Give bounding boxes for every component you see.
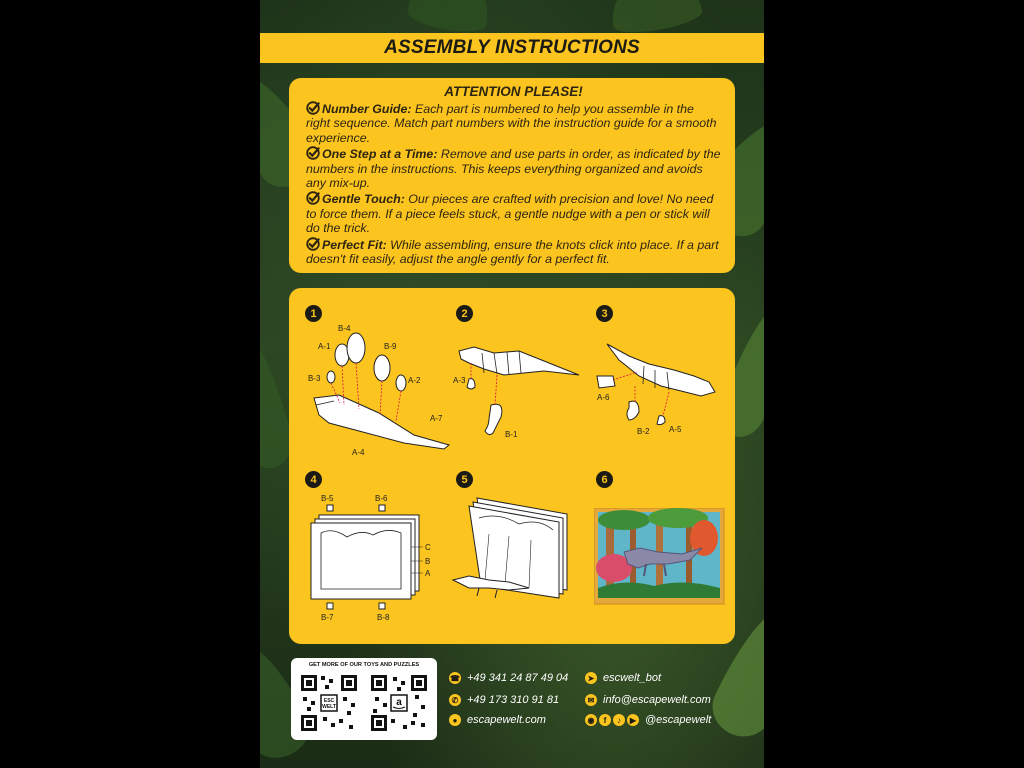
part-b4-fin: [347, 333, 365, 363]
part-a5-leg: [657, 416, 665, 425]
step-4-illustration: [303, 493, 443, 623]
part-label: B-4: [338, 324, 351, 333]
part-b3-fin: [327, 371, 335, 383]
tiktok-icon: ♪: [613, 714, 625, 726]
step-3-illustration: [589, 336, 729, 451]
guide-item-text: Each part is numbered to help you assemble in the right sequence. Match part numbers with the instruction guide for a smooth experience.: [306, 102, 717, 145]
check-circle-icon: [306, 191, 320, 205]
email-icon: ✉: [585, 694, 597, 706]
guide-item-one-step: [306, 146, 721, 190]
svg-text:WELT: WELT: [322, 704, 336, 710]
step-number-5: 5: [456, 471, 473, 488]
step-5-illustration: [449, 488, 589, 618]
check-circle-icon: [306, 237, 320, 251]
part-label: B-9: [384, 342, 397, 351]
check-circle-icon: [306, 101, 320, 115]
step-6-finished-diorama: [594, 508, 726, 606]
step-number-2: 2: [456, 305, 473, 322]
header-bar: [260, 33, 764, 63]
part-label: A-5: [669, 425, 682, 434]
guide-item-text: Remove and use parts in order, as indicated by the numbers in the instructions. This keeps everything organized and avoids any mix-up.: [306, 147, 721, 191]
guide-item-number-guide: [306, 101, 721, 145]
guide-item-label: Number Guide:: [322, 102, 412, 116]
contact-text: +49 173 310 91 81: [467, 694, 560, 706]
contact-email[interactable]: [585, 693, 711, 707]
step-number-1: 1: [305, 305, 322, 322]
globe-icon: ●: [449, 714, 461, 726]
contact-text: @escapewelt: [645, 714, 712, 726]
part-label: A-2: [408, 376, 421, 385]
contact-text: escapewelt.com: [467, 714, 546, 726]
contact-website[interactable]: [449, 713, 546, 727]
qr-title: GET MORE OF OUR TOYS AND PUZZLES: [308, 662, 420, 668]
whatsapp-icon: ✆: [449, 694, 461, 706]
part-b9-fin: [374, 355, 390, 381]
contact-social[interactable]: [585, 713, 711, 727]
telegram-icon: ➤: [585, 672, 597, 684]
part-label: B-7: [321, 613, 334, 622]
step-number-4: 4: [305, 471, 322, 488]
guide-item-label: One Step at a Time:: [322, 147, 438, 162]
step-number-3: 3: [596, 305, 613, 322]
guide-item-text: Our pieces are crafted with precision and love! No need to force them. If a piece feels stuck, a gentle nudge with a pen or stick will do the trick.: [306, 192, 714, 236]
facebook-icon: f: [599, 714, 611, 726]
contact-text: info@escapewelt.com: [603, 694, 711, 706]
part-b6-clip: [379, 505, 385, 511]
part-label: C: [425, 543, 431, 552]
part-label: A-7: [430, 414, 443, 423]
contact-telegram[interactable]: [585, 671, 661, 685]
qr-code-amazon[interactable]: [369, 673, 429, 733]
part-label: B-6: [375, 494, 388, 503]
contact-phone-1[interactable]: [449, 671, 568, 685]
guide-item-gentle-touch: [306, 191, 721, 235]
step-1-illustration: [304, 323, 454, 458]
part-label: A-4: [352, 448, 365, 457]
guide-item-text: While assembling, ensure the knots click into place. If a part doesn't fit easily, adjust the angle gently for a perfect fit.: [306, 237, 719, 267]
youtube-icon: ▶: [627, 714, 639, 726]
contact-text: +49 341 24 87 49 04: [467, 672, 569, 684]
part-label: B-3: [308, 374, 321, 383]
part-a3-leg: [467, 379, 475, 389]
part-label: A-1: [318, 342, 331, 351]
steps-panel: [289, 288, 735, 644]
step-2-illustration: [449, 333, 589, 453]
guide-item-perfect-fit: [306, 237, 721, 267]
part-label: B-5: [321, 494, 334, 503]
part-label: A-3: [453, 376, 466, 385]
part-label: A-6: [597, 393, 610, 402]
instagram-icon: ◉: [585, 714, 597, 726]
svg-text:a: a: [396, 697, 402, 708]
part-b2-leg: [627, 401, 639, 420]
part-b1-leg: [485, 404, 502, 434]
part-label: B-1: [505, 430, 518, 439]
page-title: ASSEMBLY INSTRUCTIONS: [384, 37, 640, 58]
part-label: B: [425, 557, 431, 566]
part-label: A: [425, 569, 431, 578]
contact-phone-2[interactable]: [449, 693, 559, 707]
part-b7-clip: [327, 603, 333, 609]
part-b8-clip: [379, 603, 385, 609]
step-number-6: 6: [596, 471, 613, 488]
contact-text: escwelt_bot: [603, 672, 662, 684]
attention-panel: [289, 78, 735, 273]
part-b5-clip: [327, 505, 333, 511]
part-label: B-8: [377, 613, 390, 622]
qr-code-escwelt[interactable]: [299, 673, 359, 733]
svg-text:ESC: ESC: [323, 698, 335, 704]
part-label: B-2: [637, 427, 650, 436]
guide-item-label: Perfect Fit:: [322, 237, 387, 252]
part-a2-fin: [396, 375, 406, 391]
part-a6-piece: [597, 376, 615, 388]
instruction-sheet: [260, 0, 764, 768]
frame-layer-a: [311, 523, 411, 599]
jungle-leaf: [606, 0, 704, 37]
jungle-leaf: [405, 0, 494, 36]
attention-title: ATTENTION PLEASE!: [444, 84, 583, 99]
qr-panel: [291, 658, 437, 740]
check-circle-icon: [306, 146, 320, 160]
guide-item-label: Gentle Touch:: [322, 192, 405, 207]
phone-icon: ☎: [450, 673, 460, 683]
